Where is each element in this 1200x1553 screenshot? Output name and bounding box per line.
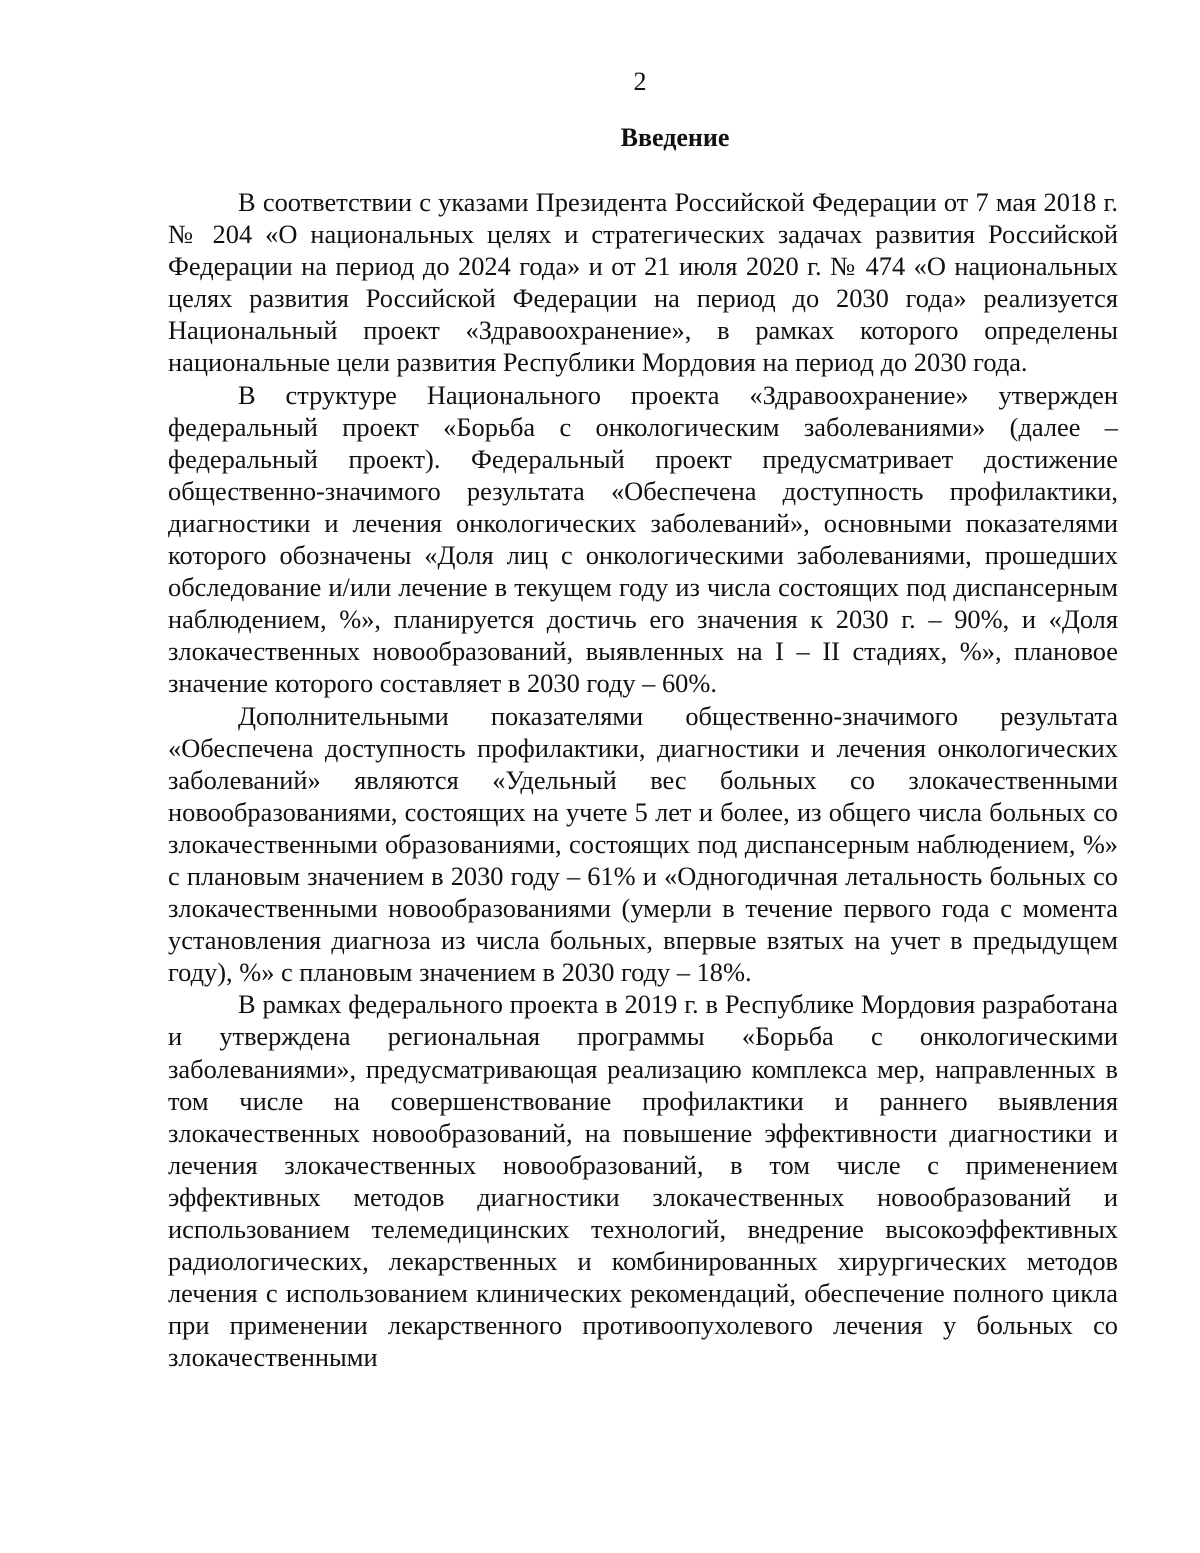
document-body bbox=[168, 186, 1118, 1373]
paragraph-federal-project: В структуре Национального проекта «Здравоохранение» утвержден федеральный проект «Борьба с онкологическим заболеваниями» (далее – федеральный проект). Федеральный проект предусматривает достижение общественно-значимого результата «Обеспечена доступность профилактики, диагностики и лечения онкологических заболеваний», основными показателями которого обозначены «Доля лиц с онкологическими заболеваниями, прошедших обследование и/или лечение в текущем году из числа состоящих под диспансерным наблюдением, %», планируется достичь его значения к 2030 г. – 90%, и «Доля злокачественных новообразований, выявленных на I – II стадиях, %», плановое значение которого составляет в 2030 году – 60%. bbox=[168, 379, 1118, 699]
paragraph-additional-indicators: Дополнительными показателями общественно-значимого результата «Обеспечена доступность профилактики, диагностики и лечения онкологических заболеваний» являются «Удельный вес больных со злокачественными новообразованиями, состоящих на учете 5 лет и более, из общего числа больных со злокачественными образованиями, состоящих под диспансерным наблюдением, %» с плановым значением в 2030 году – 61% и «Одногодичная летальность больных со злокачественными новообразованиями (умерли в течение первого года с момента установления диагноза из числа больных, впервые взятых на учет в предыдущем году), %» с плановым значением в 2030 году – 18%. bbox=[168, 700, 1118, 988]
paragraph-intro-decrees: В соответствии с указами Президента Российской Федерации от 7 мая 2018 г. № 204 «О национальных целях и стратегических задачах развития Российской Федерации на период до 2024 года» и от 21 июля 2020 г. № 474 «О национальных целях развития Российской Федерации на период до 2030 года» реализуется Национальный проект «Здравоохранение», в рамках которого определены национальные цели развития Республики Мордовия на период до 2030 года. bbox=[168, 187, 1118, 378]
page-number: 2 bbox=[633, 67, 647, 96]
section-heading: Введение bbox=[620, 123, 730, 152]
paragraph-regional-program: В рамках федерального проекта в 2019 г. в Республике Мордовия разработана и утверждена региональная программы «Борьба с онкологическими заболеваниями», предусматривающая реализацию комплекса мер, направленных в том числе на совершенствование профилактики и раннего выявления злокачественных новообразований, на повышение эффективности диагностики и лечения злокачественных новообразований, в том числе с применением эффективных методов диагностики злокачественных новообразований и использованием телемедицинских технологий, внедрение высокоэффективных радиологических, лекарственных и комбинированных хирургических методов лечения с использованием клинических рекомендаций, обеспечение полного цикла при применении лекарственного противоопухолевого лечения у больных со злокачественными bbox=[168, 989, 1118, 1373]
